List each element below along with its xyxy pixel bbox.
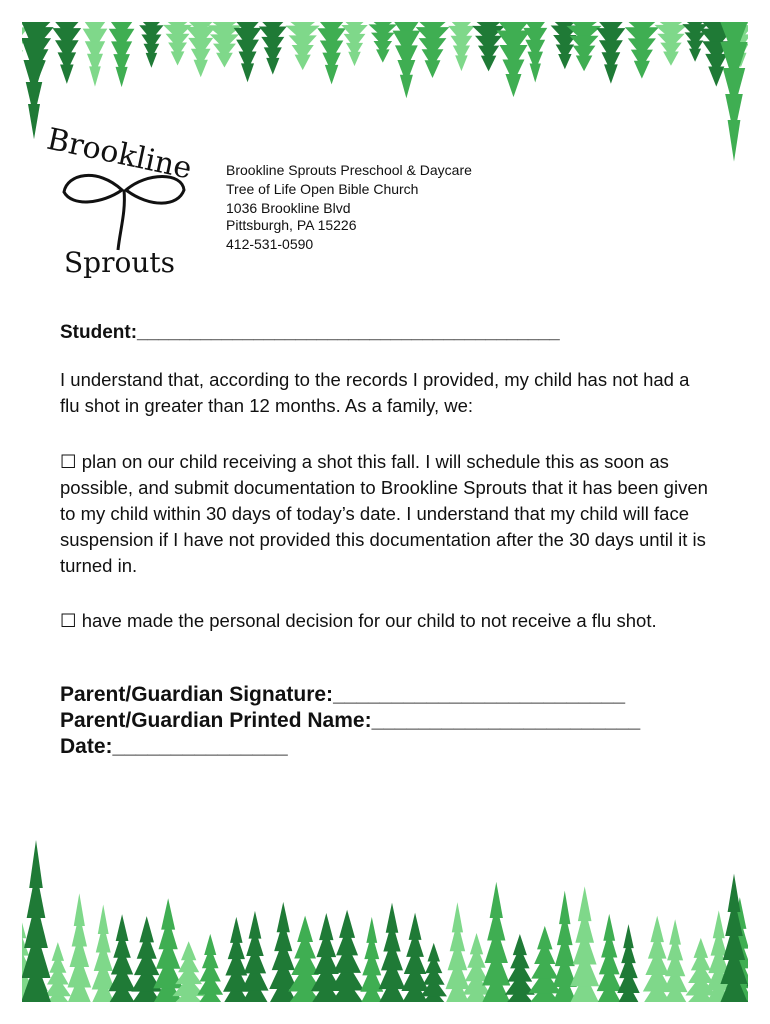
- school-name: Brookline Sprouts Preschool & Daycare: [226, 162, 472, 178]
- pine-tree-icon: [129, 916, 165, 1002]
- pine-tree-icon: [390, 22, 423, 98]
- option-plan-shot: [60, 449, 710, 579]
- pine-tree-icon: [22, 840, 53, 1002]
- church-name: Tree of Life Open Bible Church: [226, 181, 419, 197]
- student-field: [60, 322, 560, 344]
- signature-row: [60, 682, 640, 708]
- pine-tree-icon: [443, 902, 471, 1002]
- pine-tree-icon: [413, 22, 453, 78]
- intro-paragraph: I understand that, according to the records I provided, my child has not had a flu shot in greater than 12 months. As a family, we:: [60, 369, 690, 416]
- city-state-zip: Pittsburgh, PA 15226: [226, 217, 357, 233]
- pine-tree-icon: [315, 22, 349, 84]
- brookline-sprouts-logo: [42, 112, 202, 282]
- pine-tree-icon: [65, 893, 93, 1002]
- option-plan-shot-text: plan on our child receiving a shot this fall. I will schedule this as soon as possible, and submit documentation to Brookline Sprouts that it has been given to my child within 30 days of today’s date. I understand that my child will face suspension if I have not provided this documentation after the 30 days until it is turned in.: [60, 451, 708, 576]
- pine-tree-icon: [718, 22, 748, 162]
- form-page: [22, 22, 748, 1002]
- logo-text-brookline: Brookline: [43, 121, 195, 187]
- pine-tree-icon: [106, 22, 136, 87]
- signature-label: Parent/Guardian Signature:: [60, 683, 334, 706]
- date-row: [60, 734, 640, 760]
- pine-tree-icon: [50, 22, 84, 84]
- pine-tree-icon: [358, 917, 385, 1002]
- pine-tree-icon: [521, 22, 549, 83]
- pine-tree-icon: [622, 22, 662, 79]
- school-address-block: [226, 162, 472, 253]
- pine-tree-icon: [195, 934, 225, 1002]
- pine-tree-icon: [661, 919, 690, 1002]
- checkbox-plan-shot[interactable]: ☐: [60, 451, 77, 472]
- street-address: 1036 Brookline Blvd: [226, 200, 351, 216]
- sprout-leaf-left-icon: [64, 175, 122, 202]
- signature-blank[interactable]: _________________________: [333, 683, 626, 706]
- logo-text-sprouts: Sprouts: [64, 246, 176, 279]
- signature-block: [60, 682, 640, 760]
- date-blank[interactable]: _______________: [112, 735, 288, 758]
- date-label: Date:: [60, 735, 113, 758]
- checkbox-decline-shot[interactable]: ☐: [60, 610, 77, 631]
- phone-number: 412-531-0590: [226, 236, 314, 252]
- pine-tree-icon: [151, 898, 186, 1002]
- student-label: Student:: [60, 322, 138, 343]
- pine-tree-icon: [376, 903, 407, 1002]
- printed-name-row: [60, 708, 640, 734]
- pine-tree-icon: [568, 886, 602, 1002]
- pine-tree-icon: [256, 22, 289, 75]
- pine-tree-icon: [446, 22, 477, 71]
- pine-tree-icon: [594, 22, 628, 84]
- pine-tree-icon: [80, 22, 109, 87]
- student-name-blank[interactable]: ________________________________________: [137, 322, 560, 343]
- sprout-stem-icon: [118, 190, 124, 250]
- pine-tree-icon: [615, 924, 641, 1002]
- pine-tree-icon: [480, 882, 513, 1002]
- pine-tree-icon: [283, 22, 323, 70]
- printed-name-blank[interactable]: _______________________: [371, 709, 641, 732]
- option-decline-shot: [60, 608, 710, 634]
- pine-tree-icon: [366, 22, 400, 63]
- option-decline-shot-text: have made the personal decision for our child to not receive a flu shot.: [81, 610, 657, 631]
- printed-name-label: Parent/Guardian Printed Name:: [60, 709, 372, 732]
- pine-tree-icon: [137, 22, 166, 68]
- sprout-leaf-right-icon: [126, 177, 184, 204]
- pine-tree-icon: [231, 22, 264, 82]
